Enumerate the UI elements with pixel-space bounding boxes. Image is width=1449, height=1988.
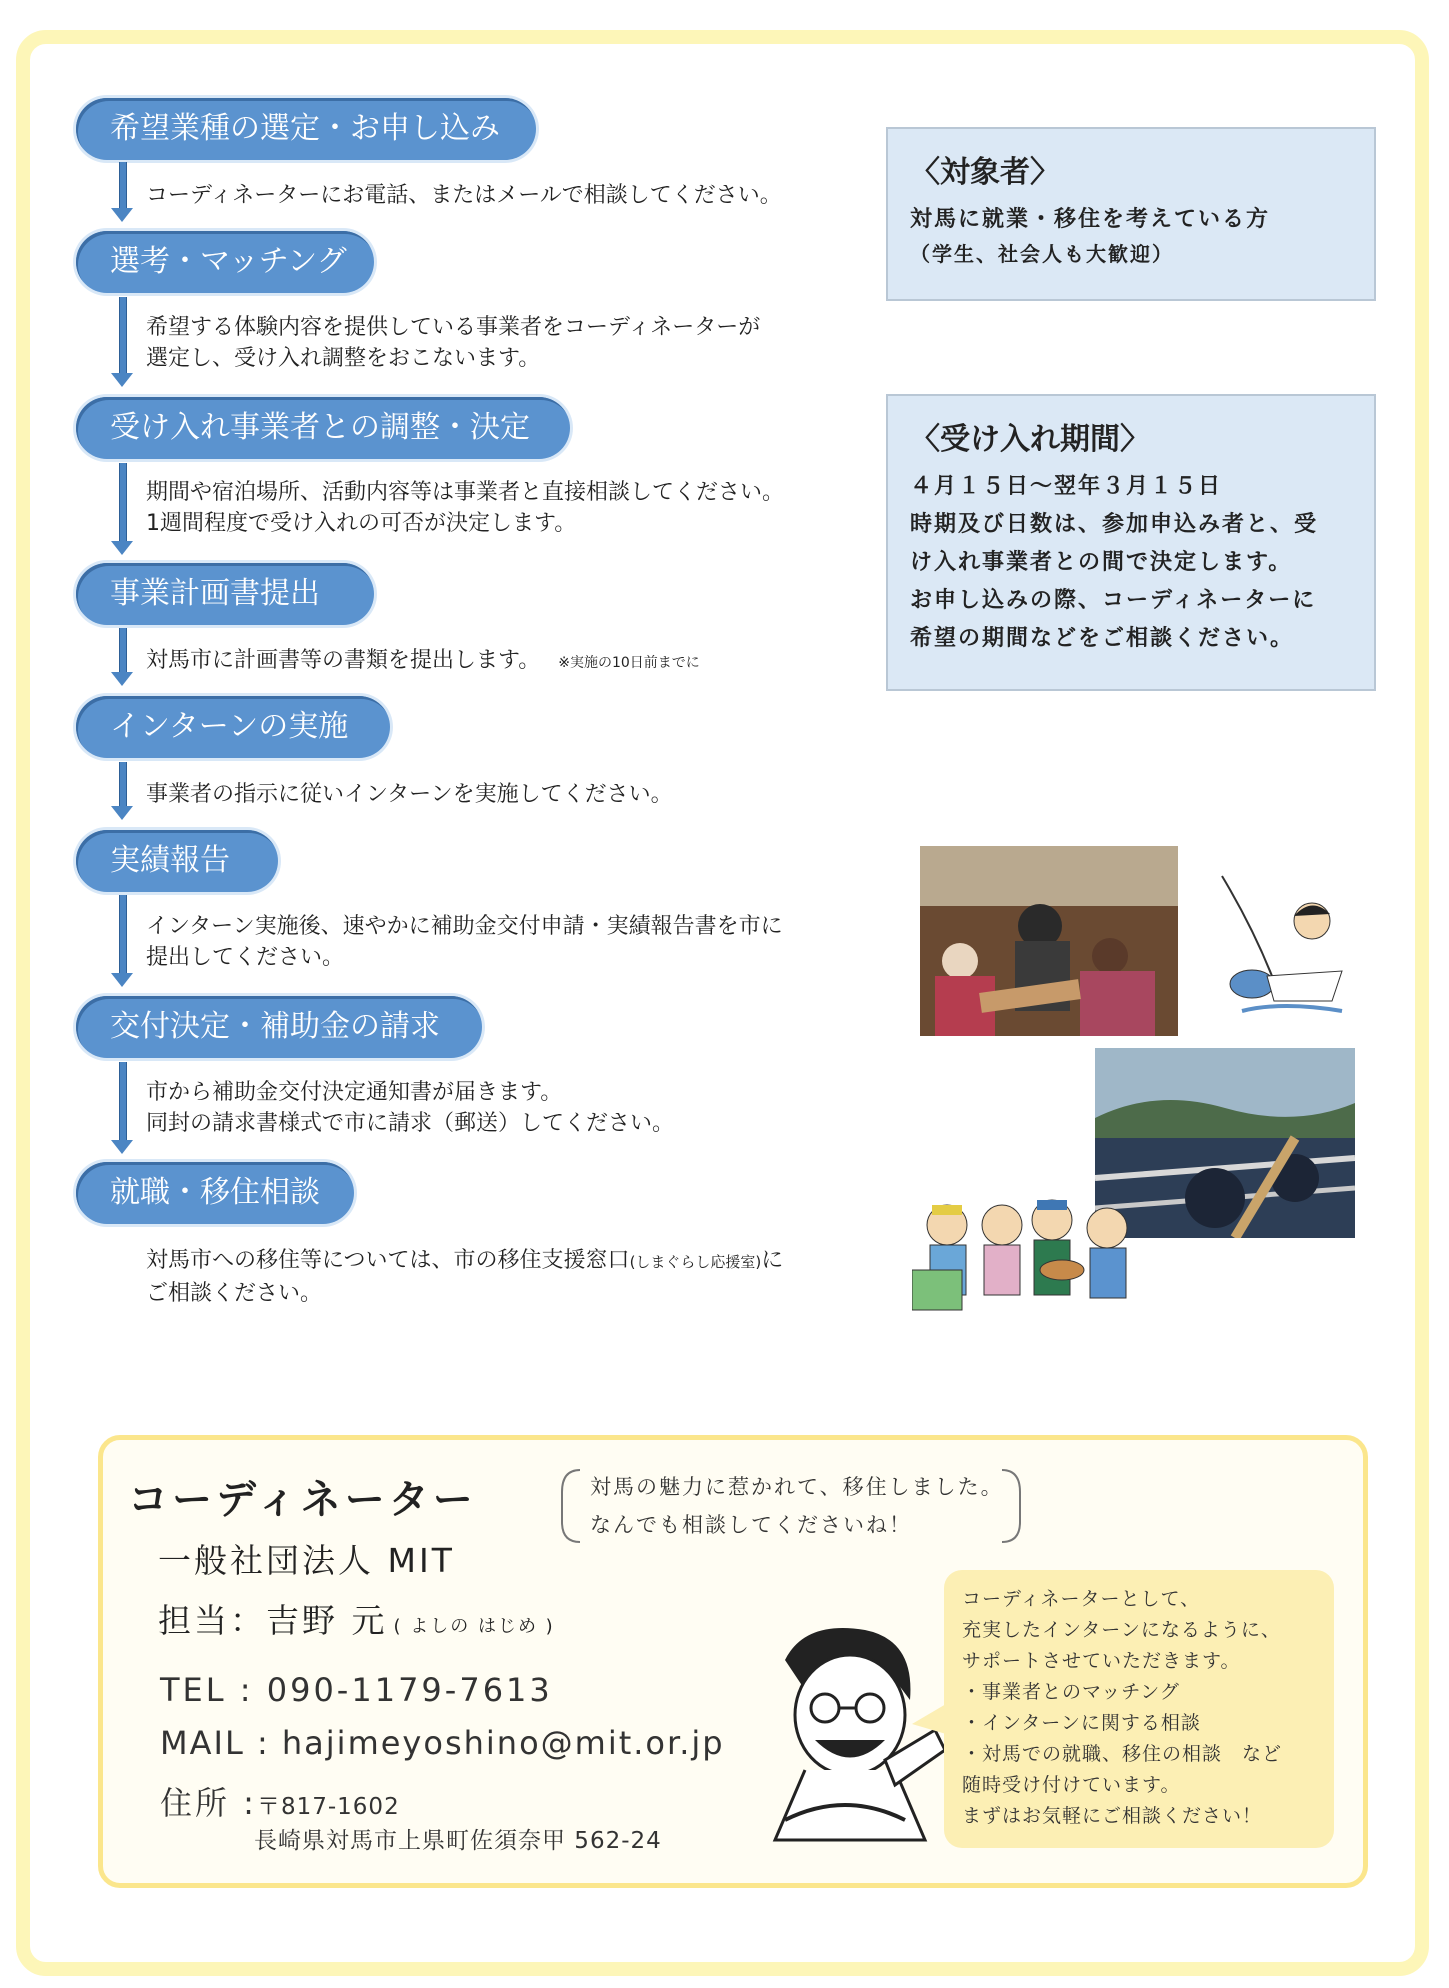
period-box-title: 〈受け入れ期間〉 [910,422,1150,457]
step-5-title: インターンの実施 [110,709,349,744]
step-1-arrow [114,162,130,222]
forestry-photo [920,846,1178,1036]
coordinator-mail[interactable]: MAIL : hajimeyoshino@mit.or.jp [160,1724,725,1762]
step-4-pill [76,563,374,625]
coordinator-speech: 対馬の魅力に惹かれて、移住しました。 なんでも相談してくださいね！ [590,1475,1004,1537]
step-5-description: 事業者の指示に従いインターンを実施してください。 [146,782,673,807]
step-8-title: 就職・移住相談 [110,1175,320,1210]
step-5-pill [76,696,390,758]
step-4-description: 対馬市に計画書等の書類を提出します。 ※実施の10日前までに [146,648,700,673]
speech-brackets [556,1462,1026,1574]
step-3-title: 受け入れ事業者との調整・決定 [110,410,530,445]
period-box: 〈受け入れ期間〉 ４月１５日～翌年３月１５日 時期及び日数は、参加申込み者と、受 け入れ事業者との間で決定します。 お申し込みの際、コーディネーターに 希望の期間などをご相談ください。 [886,394,1376,691]
step-1-title: 希望業種の選定・お申し込み [110,111,500,146]
step-2-pill [76,231,374,293]
coordinator-org: 一般社団法人 MIT [158,1541,455,1580]
coordinator-tel[interactable]: TEL : 090-1179-7613 [160,1671,553,1709]
target-box: 〈対象者〉 対馬に就業・移住を考えている方 （学生、社会人も大歓迎） [886,127,1376,301]
step-3-pill [76,397,570,459]
coordinator-reading: ( よしの はじめ ) [393,1616,555,1637]
step-4-note: ※実施の10日前までに [558,655,700,671]
step-3-description: 期間や宿泊場所、活動内容等は事業者と直接相談してください。 1週間程度で受け入れの可否が決定します。 [146,480,785,536]
step-6-description: インターン実施後、速やかに補助金交付申請・実績報告書を市に 提出してください。 [146,914,783,970]
step-4-arrow [114,628,130,686]
step-2-description: 希望する体験内容を提供している事業者をコーディネーターが 選定し、受け入れ調整をおこないます。 [146,315,761,371]
step-7-description: 市から補助金交付決定通知書が届きます。 同封の請求書様式で市に請求（郵送）してください。 [146,1080,675,1136]
step-5-arrow [114,762,130,820]
step-6-pill [76,830,278,892]
step-2-title: 選考・マッチング [110,244,347,279]
step-6-title: 実績報告 [110,843,230,878]
step-8-description: 対馬市への移住等については、市の移住支援窓口(しまぐらし応援室)に ご相談ください。 [146,1248,784,1306]
workers-illustration [912,1190,1152,1340]
coordinator-bubble: コーディネーターとして、 充実したインターンになるように、 サポートさせていただきます。 ・事業者とのマッチング ・インターンに関する相談 ・対馬での就職、移住の相談 など 随時受け付けています。 まずはお気軽にご相談ください！ [944,1570,1334,1848]
step-6-arrow [114,895,130,987]
step-4-title: 事業計画書提出 [110,576,320,611]
step-2-arrow [114,297,130,387]
coordinator-address: 長崎県対馬市上県町佐須奈甲 562-24 [254,1828,662,1854]
step-3-arrow [114,463,130,555]
coordinator-person: 担当：吉野 元 ( よしの はじめ ) [158,1601,555,1640]
target-box-title: 〈対象者〉 [910,155,1060,190]
coordinator-address-label: 住所 :〒817-1602 [160,1784,400,1822]
step-1-pill [76,98,536,160]
step-1-description: コーディネーターにお電話、またはメールで相談してください。 [146,183,782,208]
step-7-pill [76,996,482,1058]
step-7-arrow [114,1062,130,1154]
step-7-title: 交付決定・補助金の請求 [110,1009,440,1044]
step-8-pill [76,1162,354,1224]
coordinator-heading: コーディネーター [128,1477,477,1523]
fishing-illustration [1212,866,1352,1026]
coordinator-zip: 〒817-1602 [256,1794,400,1820]
bubble-tail [910,1700,950,1740]
